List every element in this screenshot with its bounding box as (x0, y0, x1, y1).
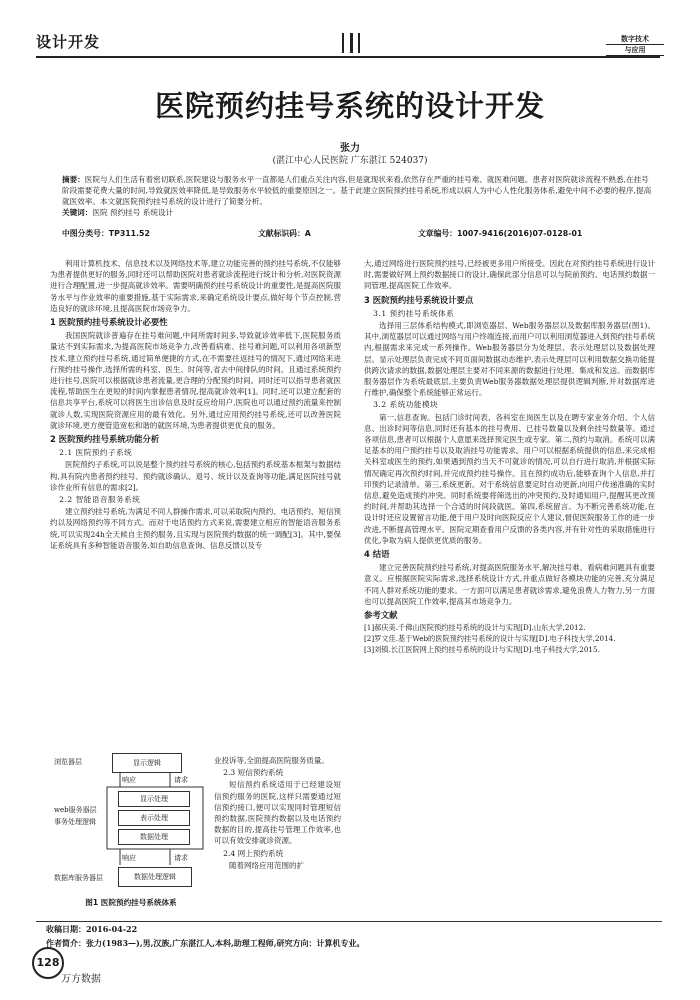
section-2-1-paragraph: 医院预约子系统,可以说是整个预约挂号系统的核心,包括预约系统基本框架与数据结构,具有院内患者预约挂号、预约就诊确认、退号、统计以及查询等功能,满足医院挂号就诊作业所有信息的需求[2]。 (50, 460, 341, 492)
section-3-2-heading: 3.2 系统功能模块 (373, 400, 439, 410)
footer-rule (36, 921, 662, 922)
section-4-paragraph: 建立完善医院预约挂号系统,对提高医院服务水平,解决挂号难、看病难问题具有重要意义。应根据医院实际需求,选择系统设计方式,并重点做好各模块功能的完善,充分满足不同人群对系统功能的要求。一方面可以满足患者就诊需求,避免浪费人力物力,另一方面也可以提高医院工作效率,提高其市场竞争力。 (364, 563, 655, 606)
figure-side-text (214, 755, 341, 871)
section-2-heading: 2 医院预约挂号系统功能分析 (50, 434, 160, 445)
section-label: 设计开发 (36, 33, 101, 51)
abstract (62, 174, 654, 218)
watermark-text: 万方数据 (61, 974, 101, 985)
section-2-2-continued: 业投诉等,全面提高医院服务质量。 (214, 756, 329, 765)
show-processing-box: 显示处理 (118, 791, 190, 807)
received-date: 收稿日期：2016-04-22 (46, 924, 138, 934)
section-2-4-paragraph: 随着网络应用范围的扩 (229, 860, 304, 870)
section-1-paragraph: 我国医院就诊普遍存在挂号难问题,中间所需时间多,导致就诊效率低下,医院服务质量达不到实际需求,为提高医院市场竞争力,改善看病难、挂号难问题,可以利用各项新型技术,建立预约挂号系统,通过简单便捷的方式,在不需要往返挂号的情况下,通过网络来进行预约挂号操作,选择所需的科室、医生、时间等,省去中间排队的时间。且通过系统预约进行挂号,医院可以根据就诊患者流量,更合理的分配预约时间。同时还可以指导患者就医流程,帮助医生在更短的时间内掌握患者情况,提高就诊效率[1]。同时,还可以建立配套的信息共享平台,系统可以将医生出诊信息及时反应给用户,医院也可以通过预约流量来控制就诊人数,实现医院资源应用的最有效化。另外,通过应用预约挂号系统,还可以改善医院就诊环境,更方便管造宽松和谐的就医环境,为患者提供更优良的服务。 (50, 331, 341, 430)
response-label-bottom: 响应 (122, 854, 136, 862)
intro-paragraph: 利用计算机技术、信息技术以及网络技术等,建立功能完善的预约挂号系统,不仅能够为患者提供更好的服务,同时还可以帮助医院对患者就诊流程进行统计和分析,对医院资源进行合理配置,进一步提高就诊效率。需要明确预约挂号系统设计的重要性,是提高医院服务水平与作业效率的重要措施,基于实际需求,来确定系统设计要点,做好每个节点控制,营造良好的就诊环境,且提高医院市场竞争力。 (50, 259, 341, 313)
magazine-name-line1: 数字技术 (606, 34, 664, 45)
section-2-2-heading: 2.2 智能语音服务系统 (59, 495, 141, 505)
author-name: 张力 (340, 143, 360, 154)
header-rule (36, 56, 660, 58)
author-affiliation: (湛江中心人民医院 广东湛江 524037) (272, 156, 428, 166)
magazine-name (606, 34, 664, 56)
article-title: 医院预约挂号系统的设计开发 (154, 89, 545, 123)
data-processing-box: 数据处理 (118, 829, 190, 845)
browser-layer-label: 浏览器层 (54, 758, 82, 766)
header-bars-decoration (342, 33, 366, 53)
right-column (364, 258, 655, 656)
section-2-2-paragraph: 建立预约挂号系统,为满足不同人群操作需求,可以采取院内预约、电话预约、短信预约以及网络预约等不同方式。而对于电话预约方式来说,需要建立相应的智能语音服务系统,可以实现24h全天候自主预约服务,且实现与医院预约数据的统一调配[3]。其中,要保证系统具有多种智能语音服务,如自助信息查询、信息反馈以及专 (50, 507, 341, 550)
abstract-label: 摘要： (62, 175, 85, 184)
display-logic-box: 显示逻辑 (112, 753, 182, 773)
keywords-label: 关键词： (62, 208, 93, 217)
figure-1-caption: 图1 医院预约挂号系统体系 (85, 898, 177, 907)
figure-1-diagram (52, 749, 210, 907)
magazine-name-line2: 与应用 (606, 45, 664, 56)
section-2-4-continued: 大,通过网络进行医院预约挂号,已经被更多用户所接受。因此在对预约挂号系统进行设计时,需要做好网上预约数据接口的设计,确保此部分信息可以与院前预约、电话预约数据一同管理,提高医院工作效率。 (364, 259, 655, 291)
web-layer-label: web服务器层 (54, 806, 97, 814)
section-3-1-heading: 3.1 预约挂号系统体系 (373, 308, 455, 318)
section-2-1-heading: 2.1 医院预约子系统 (59, 448, 133, 458)
abstract-text: 医院与人们生活有着密切联系,医院建设与服务水平一直都是人们重点关注内容,但是就现状来看,依然存在严重的挂号难、就医难问题。患者对医院就诊流程不熟悉,在挂号阶段需要花费大量的时间,导致就医效率降低,是导致服务水平较低的重要原因之一。基于此建立医院预约挂号系统,形成以病人为中心人性化服务体系,避免中间不必要的程序,提高就医效率。本文就医院预约挂号系统的设计进行了简要分析。 (62, 175, 652, 206)
clc-number: 中图分类号：TP311.52 (62, 229, 150, 238)
section-4-heading: 4 结语 (364, 549, 390, 560)
presentation-processing-box: 表示处理 (118, 810, 190, 826)
response-label-top: 响应 (122, 776, 136, 784)
section-1-heading: 1 医院预约挂号系统设计必要性 (50, 317, 168, 328)
web-layer-sublabel: 事务处理逻辑 (54, 818, 96, 826)
document-code: 文献标识码：A (258, 229, 311, 238)
section-3-2-paragraph: 第一,信息查询。包括门诊时间表、各科室在岗医生以及在聘专家业务介绍、个人信息、出诊时间等信息,同时还有基本的挂号费用、已挂号数量以及剩余挂号数量等。通过各项信息,患者可以根据个人意愿来选择预定医生或专家。第二,预约与取消。系统可以满足基本的用户预约挂号以及取消挂号功能需求。用户可以根据系统提供的信息,来完成相关科室或医生的预约,如果遇到预约当天不可就诊的情况,可以自行进行取消,并根据实际情况确定再次预约时间,并完成预约挂号操作。且在预约成功后,能够查询个人信息,并打印预约记录清单。第三,系统更新。对于系统信息要定时自动更新,向用户传递准确的实时信息,避免造成预约冲突。同时系统要将筛选出的冲突预约,及时通知用户,提醒其更改预约时间,并帮助其选择一个合适的时间段就医。第四,系统留言。为不断完善系统功能,在设计时还应设置留言功能,便于用户及时向医院反应个人建议,督促医院服务工作的进一步改进,不断提高管理水平。医院定期查看用户反馈的各类内容,并有针对性的采取措施进行优化,争取为病人提供更优质的服务。 (364, 412, 655, 545)
request-label-bottom: 请求 (174, 854, 188, 862)
request-label-top: 请求 (174, 776, 188, 784)
author-bio: 作者简介：张力(1983—),男,汉族,广东湛江人,本科,助理工程师,研究方向：计算机专业。 (46, 938, 365, 948)
section-3-1-paragraph: 选择用三层体系结构模式,即浏览器层、Web服务器层以及数据库服务器层(图1)。其中,浏览器层可以通过网络与用户终端连接,而用户可以利用浏览器进入到预约挂号系统内,根据需求来完成一系列操作。Web服务器层分为处理层、表示处理层以及数据处理层。显示处理层负责完成不同页面间数据动态维护,表示处理层可以利用数据交换功能提供跨次请求的数据,数据处理层主要对不同来源的数据进行处理、集成和发送。而数据库服务器层作为系统最底层,主要负责Web服务器数据处理层提供逻辑判断,并对数据库进行维护,确保整个系统能够正常运行。 (364, 321, 655, 398)
article-number: 文章编号：1007-9416(2016)07-0128-01 (418, 229, 583, 238)
reference-item: [2]罗文佳.基于Web的医院预约挂号系统的设计与实现[D].电子科技大学,2014. (364, 634, 616, 644)
references-heading: 参考文献 (364, 610, 398, 621)
section-2-4-heading: 2.4 网上预约系统 (223, 848, 284, 858)
reference-item: [1]郝庆美.千佛山医院预约挂号系统的设计与实现[D].山东大学,2012. (364, 623, 586, 633)
section-3-heading: 3 医院预约挂号系统设计要点 (364, 294, 474, 305)
left-column (50, 258, 341, 551)
page-number: 128 (32, 947, 64, 979)
keywords-text: 医院 预约挂号 系统设计 (92, 208, 174, 217)
reference-item: [3]刘镇.长江医院网上预约挂号系统的设计与实现[D].电子科技大学,2015. (364, 644, 600, 654)
db-logic-box: 数据处理逻辑 (118, 867, 192, 887)
db-layer-label: 数据库服务器层 (54, 874, 103, 882)
section-2-3-heading: 2.3 短信预约系统 (223, 768, 284, 778)
section-2-3-paragraph: 短信预约系统适用于已经建设短信预约服务的医院,这样只需要通过短信预约接口,便可以实现同时管理短信预约数据,医院预约数据以及电话预约数据的目的,提高挂号管理工作效率,也可以有效安排就诊资源。 (214, 780, 341, 846)
